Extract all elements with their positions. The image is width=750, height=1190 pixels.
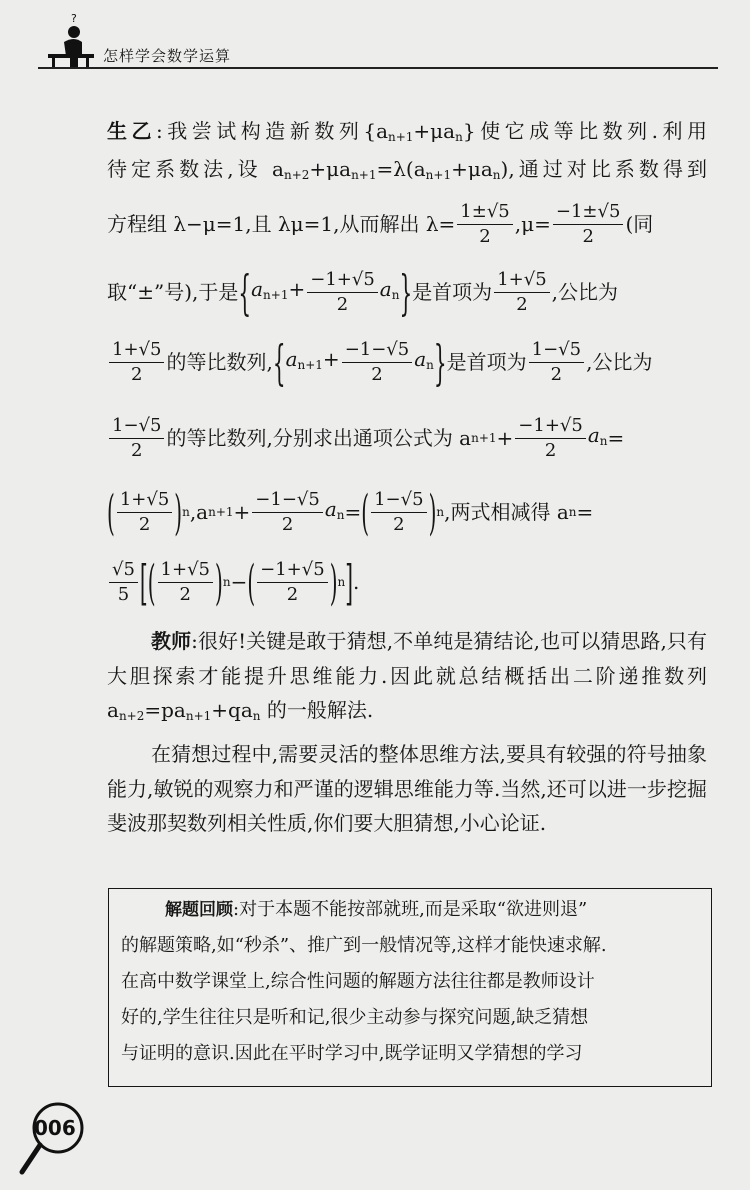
text-line: 待定系数法,设 $a_{n+2}+\mu a_{n+1}=\lambda(a_{n+1}+\mu a_n)$,通过对比系数得到 (107, 157, 707, 182)
header-title: 怎样学会数学运算 (103, 47, 232, 65)
box-line: 的解题策略,如“秒杀”、推广到一般情况等,这样才能快速求解. (121, 935, 607, 956)
svg-text:?: ? (71, 12, 77, 25)
review-label: 解题回顾 (165, 900, 233, 920)
student-at-desk-icon (46, 12, 98, 72)
text-line: $\frac{1+√5}{2}$ 的等比数列, { $a_{n+1}+$ $\frac{-1-√5}{2}$ $a_n$ } 是首项为 $\frac{1-√5}{2}$ ,公比为 (107, 334, 707, 390)
text-line: $\frac{√5}{5}$ [ ( $\frac{1+√5}{2}$ ) n − ( $\frac{-1+√5}{2}$ ) n ] . (107, 554, 707, 610)
text-line: $\frac{1-√5}{2}$ 的等比数列,分别求出通项公式为 a n+1 + $\frac{-1+√5}{2}$ $a_n$ = (107, 410, 707, 466)
fraction: $\frac{1-√5}{2}$ (371, 488, 426, 537)
fraction: $\frac{1-√5}{2}$ (109, 414, 164, 463)
box-line: 好的,学生往往只是听和记,很少主动参与探究问题,缺乏猜想 (121, 1007, 589, 1028)
text-line: 取“±”号),于是 { $a_{n+1}+$ $\frac{-1+√5}{2}$ $a_n$ } 是首项为 $\frac{1+√5}{2}$ ,公比为 (107, 263, 619, 321)
fraction: $\frac{-1+√5}{2}$ (307, 268, 378, 317)
magnifier-icon (18, 1100, 98, 1184)
header-rule (38, 67, 718, 69)
fraction: $\frac{-1+√5}{2}$ (257, 558, 328, 607)
summary-paragraph: 在猜想过程中,需要灵活的整体思维方法,要具有较强的符号抽象能力,敏锐的观察力和严谨的逻辑思维能力等.当然,还可以进一步挖掘斐波那契数列相关性质,你们要大胆猜想,小心论证. (107, 742, 707, 835)
box-line: 解题回顾:对于本题不能按部就班,而是采取“欲进则退” (165, 899, 588, 920)
box-line: 与证明的意识.因此在平时学习中,既学证明又学猜想的学习 (121, 1043, 583, 1064)
text-line: ( $\frac{1+√5}{2}$ ) n ,a n+1 + $\frac{-1-√5}{2}$ $a_n$ = ( $\frac{1-√5}{2}$ ) n ,两式相减得 a n = (107, 483, 594, 541)
fraction: $\frac{-1-√5}{2}$ (342, 338, 413, 387)
fraction: $\frac{1\pm√5}{2}$ (457, 200, 512, 249)
text-line: 方程组 λ−μ=1,且 λμ=1,从而解出 λ= $\frac{1\pm√5}{2}$ ,μ= $\frac{-1\pm√5}{2}$ (同 (107, 200, 654, 247)
review-box (108, 888, 712, 1087)
fraction: $\frac{1-√5}{2}$ (529, 338, 584, 387)
fraction: $\frac{1+√5}{2}$ (109, 338, 164, 387)
fraction: $\frac{-1+√5}{2}$ (515, 414, 586, 463)
fraction: $\frac{1+√5}{2}$ (494, 268, 549, 317)
teacher-paragraph: 教师:很好!关键是敢于猜想,不单纯是猜结论,也可以猜思路,只有大胆探索才能提升思维能力.因此就总结概括出二阶递推数列 $a_{n+2}=pa_{n+1}+qa_n$ 的一般解法. (107, 629, 708, 723)
page-number: 006 (34, 1116, 76, 1140)
fraction: $\frac{-1-√5}{2}$ (252, 488, 323, 537)
fraction: $\frac{1+√5}{2}$ (117, 488, 172, 537)
box-line: 在高中数学课堂上,综合性问题的解题方法往往都是教师设计 (121, 971, 595, 992)
fraction: $\frac{√5}{5}$ (109, 558, 138, 607)
text-line: 生乙:我尝试构造新数列$\{a_{n+1}+\mu a_n\}$使它成等比数列.利用 (107, 119, 708, 144)
fraction: $\frac{1+√5}{2}$ (158, 558, 213, 607)
fraction: $\frac{-1\pm√5}{2}$ (553, 200, 624, 249)
